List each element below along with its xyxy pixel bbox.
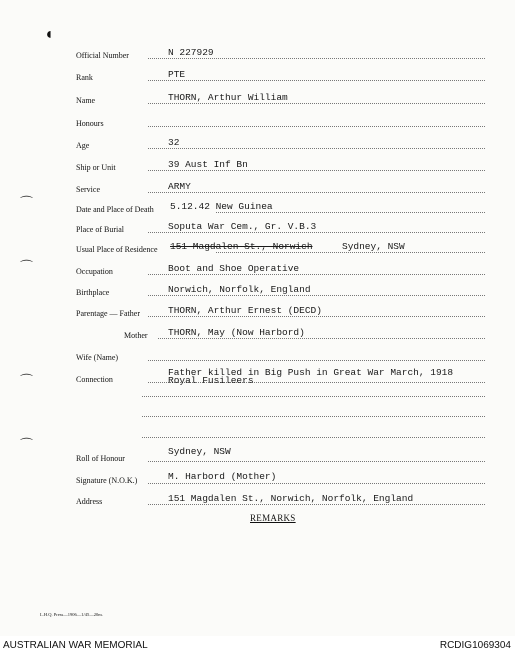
father-value: THORN, Arthur Ernest (DECD) — [168, 305, 322, 316]
field-label: Roll of Honour — [76, 454, 125, 463]
service-row — [76, 178, 485, 194]
punch-hole-icon: ⌒ — [20, 437, 34, 452]
official-number-value: N 227929 — [168, 47, 214, 58]
field-label: Date and Place of Death — [76, 205, 154, 214]
occupation-value: Boot and Shoe Operative — [168, 263, 300, 274]
blank-line — [142, 437, 485, 438]
service-value: ARMY — [168, 181, 191, 192]
field-label: Rank — [76, 73, 93, 82]
date-place-death-row — [76, 198, 485, 214]
punch-hole-icon: ⌒ — [20, 373, 34, 388]
field-label: Birthplace — [76, 288, 110, 297]
field-label: Wife (Name) — [76, 353, 119, 362]
usual-residence-struck-value: 151 Magdalen St., Norwich — [170, 241, 313, 252]
printer-note: L.H.Q. Press—1906—1/45—20m. — [40, 612, 103, 617]
footer-source: AUSTRALIAN WAR MEMORIAL — [3, 640, 148, 651]
field-label: Signature (N.O.K.) — [76, 476, 138, 485]
punch-hole-icon: ⌒ — [20, 195, 34, 210]
connection-value-line2: Royal Fusileers — [168, 375, 254, 386]
remarks-heading: REMARKS — [250, 513, 296, 523]
field-label: Official Number — [76, 51, 129, 60]
blank-line — [142, 416, 485, 417]
field-label: Occupation — [76, 267, 113, 276]
usual-residence-row — [76, 238, 485, 254]
name-row — [76, 89, 485, 105]
field-label: Service — [76, 185, 100, 194]
father-row — [76, 302, 485, 318]
punch-hole-icon: ◖ — [44, 26, 54, 43]
field-label: Honours — [76, 119, 104, 128]
age-value: 32 — [168, 137, 180, 148]
address-row — [76, 490, 485, 506]
field-label: Name — [76, 96, 96, 105]
field-label: Age — [76, 141, 90, 150]
field-label: Parentage — Father — [76, 309, 140, 318]
field-label: Ship or Unit — [76, 163, 116, 172]
date-place-death-value: 5.12.42 New Guinea — [170, 201, 273, 212]
field-label: Address — [76, 497, 103, 506]
usual-residence-value: Sydney, NSW — [342, 241, 405, 252]
age-row — [76, 134, 485, 150]
mother-value: THORN, May (Now Harbord) — [168, 327, 305, 338]
place-burial-value: Soputa War Cem., Gr. V.B.3 — [168, 221, 317, 232]
punch-hole-icon: ⌒ — [20, 259, 34, 274]
field-label: Mother — [124, 331, 148, 340]
wife-row — [76, 346, 485, 362]
connection-row — [76, 368, 485, 384]
rank-value: PTE — [168, 69, 186, 80]
ship-unit-row — [76, 156, 485, 172]
field-label: Place of Burial — [76, 225, 124, 234]
connection-value: Father killed in Big Push in Great War March, 1918 — [168, 367, 454, 378]
place-burial-row — [76, 218, 485, 234]
birthplace-value: Norwich, Norfolk, England — [168, 284, 311, 295]
mother-row — [76, 324, 485, 340]
blank-line — [142, 396, 485, 397]
name-value: THORN, Arthur William — [168, 92, 288, 103]
roll-of-honour-row — [76, 447, 485, 463]
official-number-row — [76, 44, 485, 60]
footer-record-id: RCDIG1069304 — [439, 640, 511, 651]
address-value: 151 Magdalen St., Norwich, Norfolk, England — [168, 493, 414, 504]
signature-row — [76, 469, 485, 485]
footer-bar — [0, 638, 515, 654]
ship-unit-value: 39 Aust Inf Bn — [168, 159, 248, 170]
roll-of-honour-value: Sydney, NSW — [168, 446, 231, 457]
signature-value: M. Harbord (Mother) — [168, 471, 277, 482]
occupation-row — [76, 260, 485, 276]
birthplace-row — [76, 281, 485, 297]
rank-row — [76, 66, 485, 82]
field-label: Connection — [76, 375, 113, 384]
honours-row — [76, 112, 485, 128]
field-label: Usual Place of Residence — [76, 245, 158, 254]
